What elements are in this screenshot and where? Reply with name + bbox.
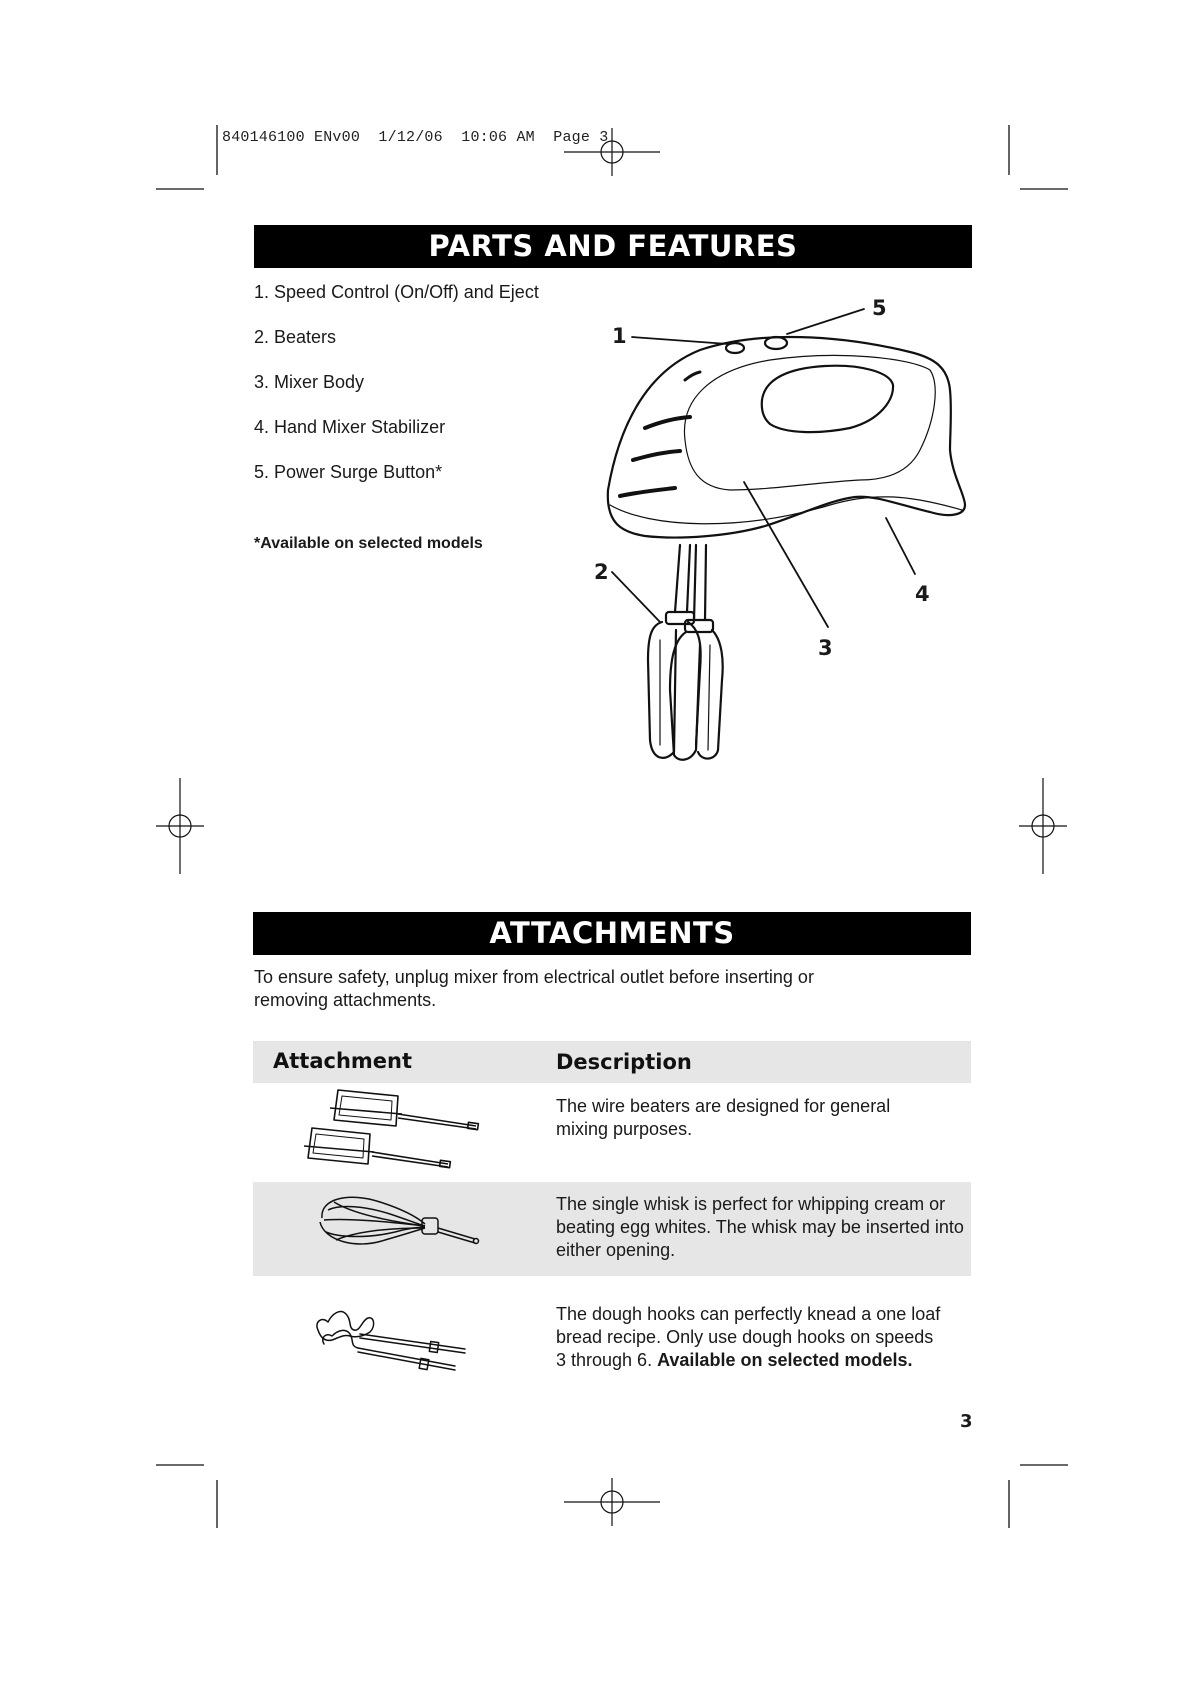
description-line — [556, 1349, 976, 1372]
description-line: The dough hooks can perfectly knead a one loaf — [556, 1304, 941, 1324]
printer-slug: 840146100 ENv00 1/12/06 10:06 AM Page 3 — [222, 129, 609, 146]
attachments-heading: ATTACHMENTS — [253, 912, 971, 955]
availability-emphasis: Available on selected models. — [657, 1350, 913, 1370]
page-number: 3 — [960, 1411, 973, 1432]
description-single-whisk — [556, 1193, 976, 1262]
hand-mixer-illustration — [590, 300, 990, 760]
callout-3: 3 — [818, 636, 833, 660]
parts-list-item: 1. Speed Control (On/Off) and Eject — [254, 282, 539, 302]
description-line: The wire beaters are designed for general — [556, 1096, 891, 1116]
column-header-attachment: Attachment — [273, 1049, 413, 1073]
parts-list-item: 3. Mixer Body — [254, 372, 365, 392]
parts-list-item: 4. Hand Mixer Stabilizer — [254, 417, 446, 437]
description-text: 3 through 6. — [556, 1350, 658, 1370]
single-whisk-image — [310, 1188, 490, 1268]
description-line: beating egg whites. The whisk may be inserted into — [556, 1217, 964, 1237]
registration-mark-bottom — [564, 1478, 660, 1526]
parts-list — [254, 270, 574, 495]
attachments-intro — [254, 966, 954, 1012]
parts-list-item: 2. Beaters — [254, 327, 337, 347]
callout-2: 2 — [594, 560, 609, 584]
registration-mark-right — [1019, 778, 1067, 874]
parts-features-heading: PARTS AND FEATURES — [254, 225, 972, 268]
dough-hooks-image — [310, 1300, 490, 1380]
intro-line: To ensure safety, unplug mixer from electrical outlet before inserting or — [254, 967, 814, 987]
column-header-description: Description — [556, 1050, 692, 1074]
description-line: bread recipe. Only use dough hooks on speeds — [556, 1327, 934, 1347]
callout-1: 1 — [612, 324, 627, 348]
registration-mark-left — [156, 778, 204, 874]
description-dough-hooks — [556, 1303, 976, 1372]
registration-mark-top — [564, 128, 660, 176]
intro-line: removing attachments. — [254, 990, 437, 1010]
callout-4: 4 — [915, 582, 930, 606]
wire-beaters-image — [298, 1088, 498, 1178]
description-line: mixing purposes. — [556, 1119, 693, 1139]
parts-list-item: 5. Power Surge Button* — [254, 462, 443, 482]
availability-note: *Available on selected models — [254, 535, 483, 552]
description-line: either opening. — [556, 1240, 676, 1260]
description-line: The single whisk is perfect for whipping cream or — [556, 1194, 946, 1214]
callout-5: 5 — [872, 296, 887, 320]
description-wire-beaters — [556, 1095, 976, 1141]
